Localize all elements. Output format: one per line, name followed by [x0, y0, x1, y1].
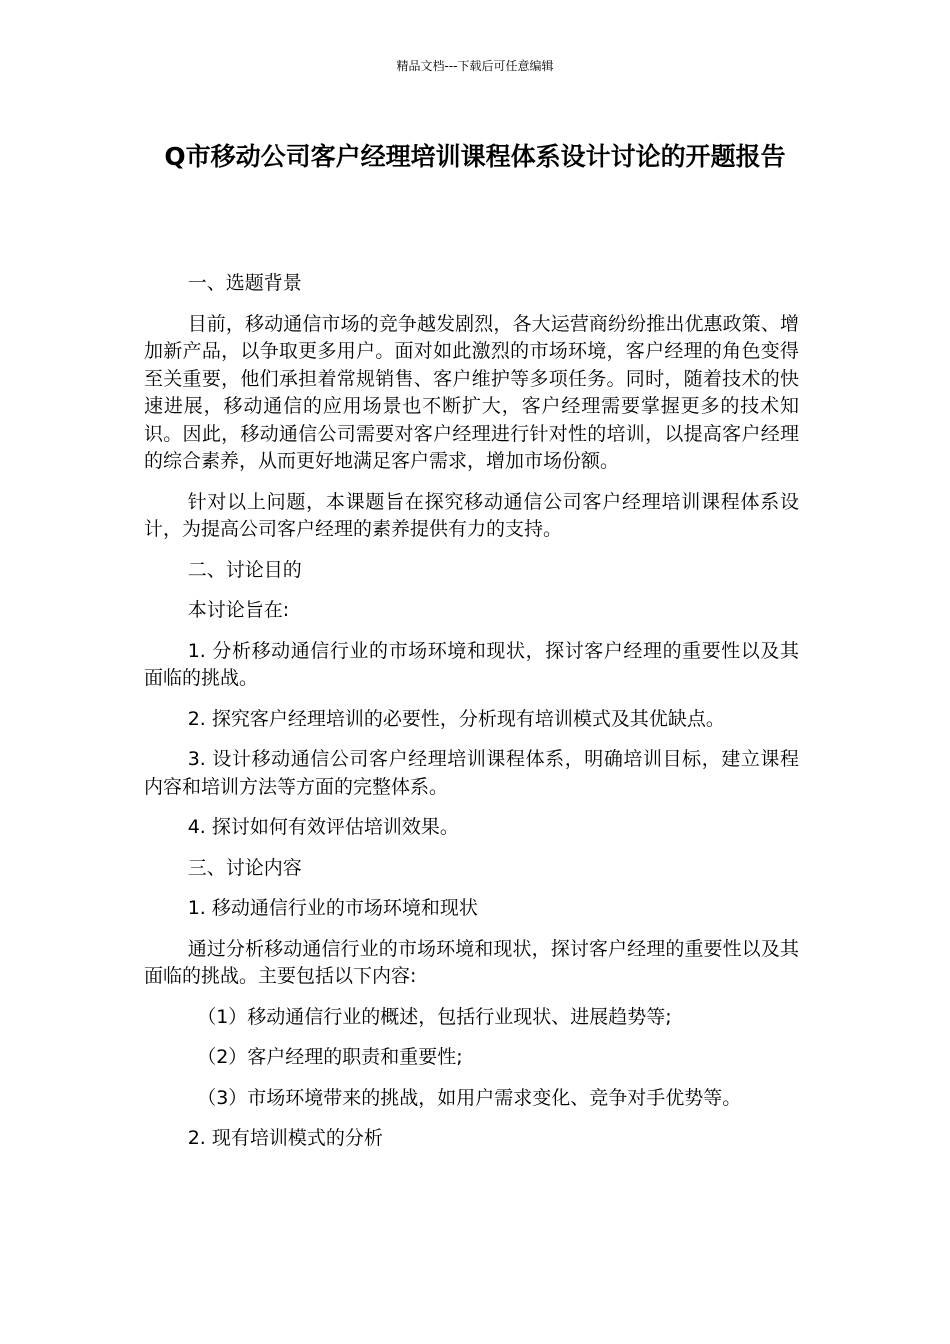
paragraph-aim: 针对以上问题，本课题旨在探究移动通信公司客户经理培训课程体系设计，为提高公司客户经理的素养提供有力的支持。 — [144, 490, 799, 540]
content-subheading-1: 1. 移动通信行业的市场环境和现状 — [187, 897, 478, 919]
purpose-item-4: 4. 探讨如何有效评估培训效果。 — [187, 816, 459, 838]
document-body — [144, 270, 799, 1166]
paragraph-purpose-intro: 本讨论旨在: — [187, 599, 290, 621]
section-heading-content: 三、讨论内容 — [187, 856, 302, 879]
section-heading-background: 一、选题背景 — [187, 272, 302, 294]
page-header-note: 精品文档---下载后可任意编辑 — [396, 59, 554, 73]
document-title: Q市移动公司客户经理培训课程体系设计讨论的开题报告 — [164, 142, 786, 171]
section-heading-purpose: 二、讨论目的 — [187, 558, 302, 581]
paragraph-content-1: 通过分析移动通信行业的市场环境和现状，探讨客户经理的重要性以及其面临的挑战。主要包括以下内容: — [144, 937, 799, 987]
purpose-item-3: 3. 设计移动通信公司客户经理培训课程体系，明确培训目标，建立课程内容和培训方法等方面的完整体系。 — [144, 748, 799, 798]
paragraph-background: 目前，移动通信市场的竞争越发剧烈，各大运营商纷纷推出优惠政策、增加新产品，以争取更多用户。面对如此激烈的市场环境，客户经理的角色变得至关重要，他们承担着常规销售、客户维护等多项任务。同时，随着技术的快速进展，移动通信的应用场景也不断扩大，客户经理需要掌握更多的技术知识。因此，移动通信公司需要对客户经理进行针对性的培训，以提高客户经理的综合素养，从而更好地满足客户需求，增加市场份额。 — [144, 312, 799, 472]
content-list-item-3: （3）市场环境带来的挑战，如用户需求变化、竞争对手优势等。 — [197, 1086, 742, 1109]
content-list-item-1: （1）移动通信行业的概述，包括行业现状、进展趋势等; — [197, 1005, 672, 1028]
content-subheading-2: 2. 现有培训模式的分析 — [187, 1127, 383, 1149]
purpose-item-2: 2. 探究客户经理培训的必要性，分析现有培训模式及其优缺点。 — [187, 707, 725, 730]
purpose-item-1: 1. 分析移动通信行业的市场环境和现状，探讨客户经理的重要性以及其面临的挑战。 — [144, 639, 799, 689]
content-list-item-2: （2）客户经理的职责和重要性; — [197, 1046, 463, 1068]
